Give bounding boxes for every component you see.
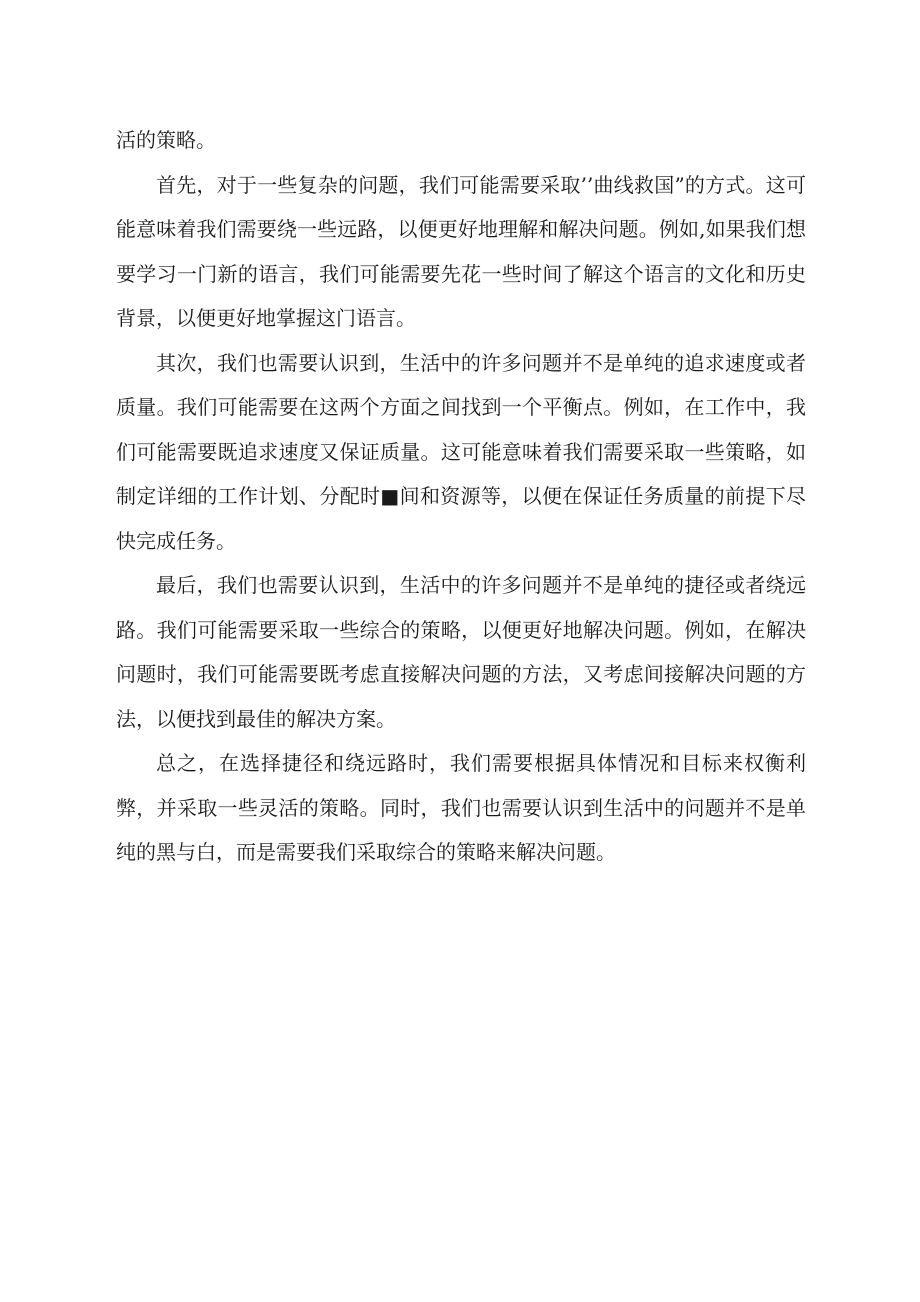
paragraph-conclusion: 总之，在选择捷径和绕远路时，我们需要根据具体情况和目标来权衡利弊，并采取一些灵活的策略。同时，我们也需要认识到生活中的问题并不是单纯的黑与白，而是需要我们采取综合的策略来解决问题。 (116, 751, 806, 864)
document-body (116, 118, 806, 875)
paragraph-third-point: 最后，我们也需要认识到，生活中的许多问题并不是单纯的捷径或者绕远路。我们可能需要采取一些综合的策略，以便更好地解决问题。例如，在解决问题时，我们可能需要既考虑直接解决问题的方法，又考虑间接解决问题的方法，以便找到最佳的解决方案。 (116, 573, 806, 731)
paragraph-continuation: 活的策略。 (116, 128, 216, 152)
paragraph-first-point: 首先，对于一些复杂的问题，我们可能需要采取’’曲线救国”的方式。这可能意味着我们需要绕一些远路，以便更好地理解和解决问题。例如,如果我们想要学习一门新的语言，我们可能需要先花一些时间了解这个语言的文化和历史背景，以便更好地掌握这门语言。 (116, 172, 806, 330)
paragraph-second-point: 其次，我们也需要认识到，生活中的许多问题并不是单纯的追求速度或者质量。我们可能需要在这两个方面之间找到一个平衡点。例如，在工作中，我们可能需要既追求速度又保证质量。这可能意味着我们需要采取一些策略，如制定详细的工作计划、分配时■间和资源等，以便在保证任务质量的前提下尽快完成任务。 (116, 350, 806, 553)
